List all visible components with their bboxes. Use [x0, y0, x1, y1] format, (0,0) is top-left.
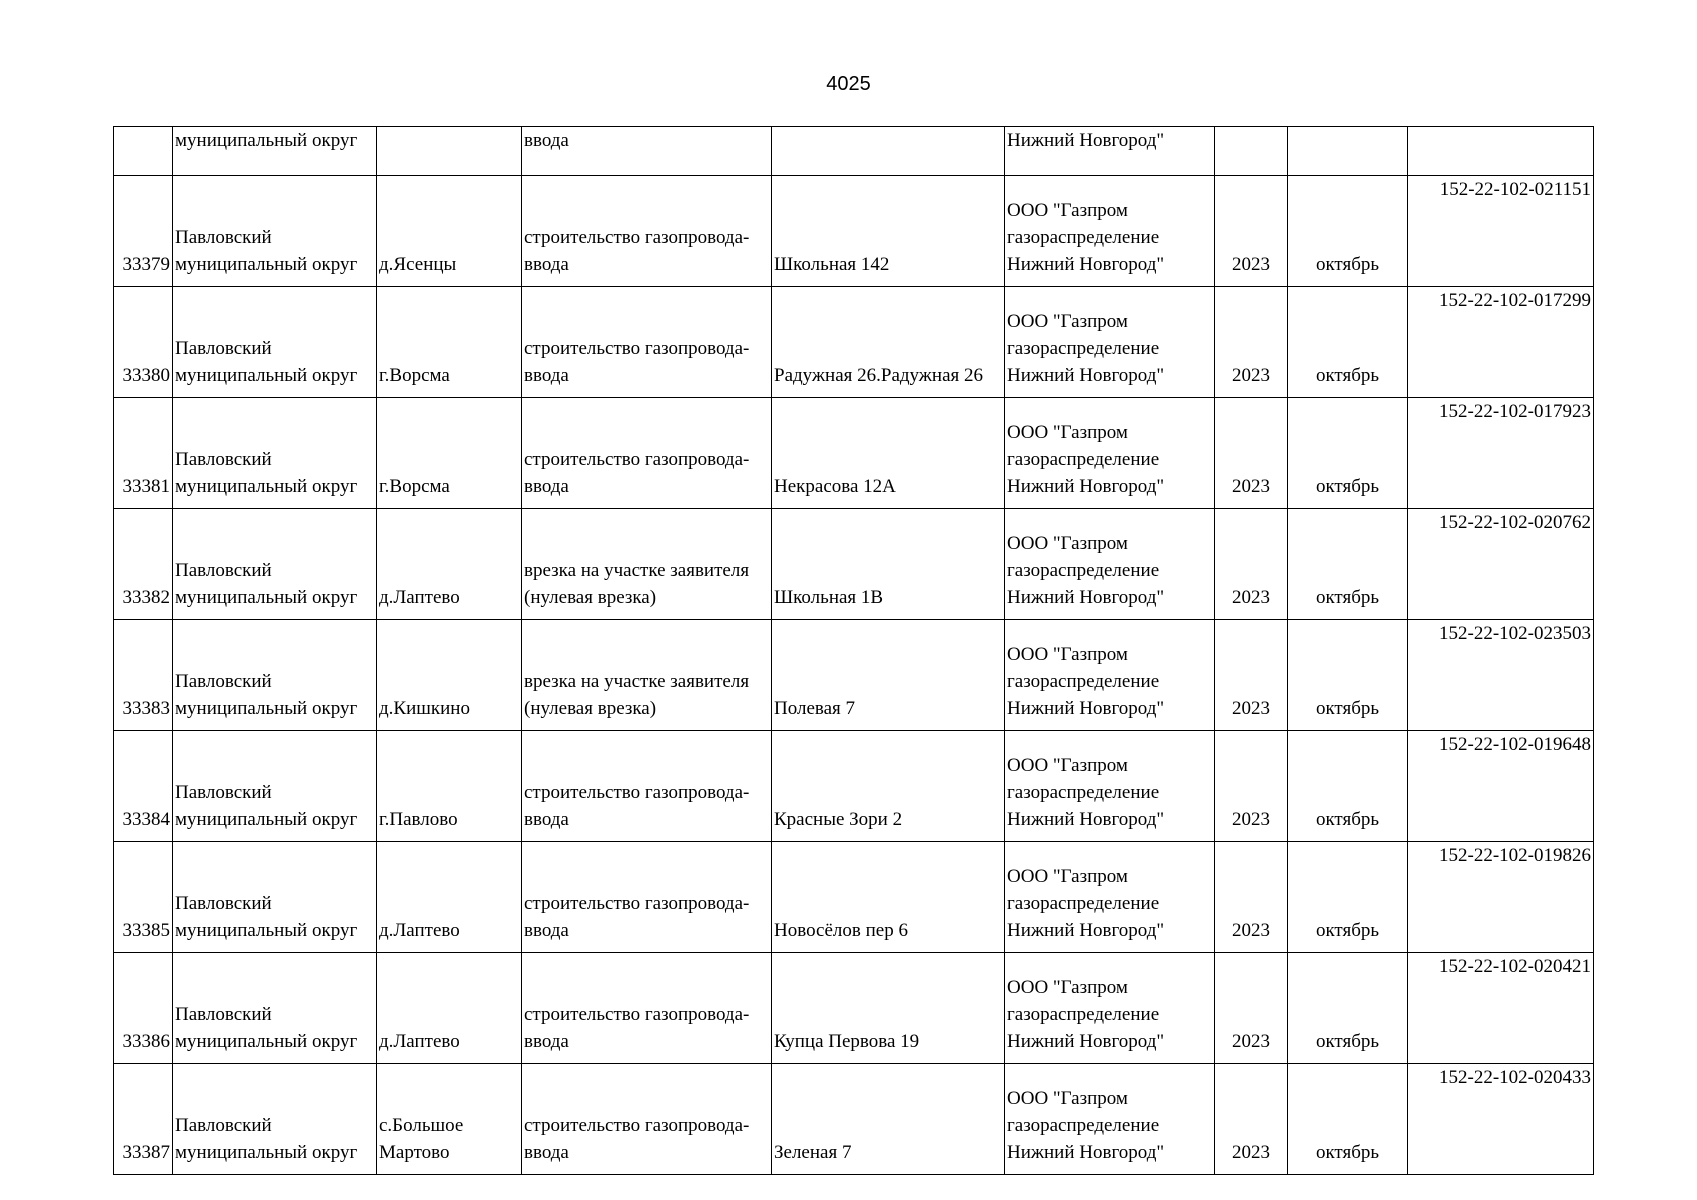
cell-year: 2023 [1215, 398, 1288, 509]
cell-settlement: с.Большое Мартово [377, 1064, 522, 1175]
cell-address: Зеленая 7 [772, 1064, 1005, 1175]
cell-settlement [377, 127, 522, 176]
cell-work-type: врезка на участке заявителя (нулевая врезка) [522, 620, 772, 731]
cell-district: Павловский муниципальный округ [173, 953, 377, 1064]
cell-address: Некрасова 12А [772, 398, 1005, 509]
cell-district: Павловский муниципальный округ [173, 731, 377, 842]
cell-code: 152-22-102-020421 [1408, 953, 1594, 1064]
cell-settlement: г.Павлово [377, 731, 522, 842]
cell-organization: ООО "Газпром газораспределение Нижний Новгород" [1005, 398, 1215, 509]
cell-district: Павловский муниципальный округ [173, 842, 377, 953]
cell-month: октябрь [1288, 398, 1408, 509]
cell-organization: ООО "Газпром газораспределение Нижний Новгород" [1005, 731, 1215, 842]
cell-code: 152-22-102-019648 [1408, 731, 1594, 842]
cell-year: 2023 [1215, 287, 1288, 398]
cell-work-type: врезка на участке заявителя (нулевая врезка) [522, 509, 772, 620]
cell-district: Павловский муниципальный округ [173, 509, 377, 620]
cell-year: 2023 [1215, 509, 1288, 620]
table-row [114, 287, 1594, 398]
cell-settlement: г.Ворсма [377, 287, 522, 398]
cell-settlement: д.Лаптево [377, 509, 522, 620]
cell-district: муниципальный округ [173, 127, 377, 176]
table-row [114, 398, 1594, 509]
cell-organization: ООО "Газпром газораспределение Нижний Новгород" [1005, 1064, 1215, 1175]
cell-code: 152-22-102-020433 [1408, 1064, 1594, 1175]
cell-code: 152-22-102-023503 [1408, 620, 1594, 731]
cell-month [1288, 127, 1408, 176]
cell-address: Школьная 142 [772, 176, 1005, 287]
cell-settlement: д.Лаптево [377, 842, 522, 953]
cell-month: октябрь [1288, 620, 1408, 731]
cell-address: Купца Первова 19 [772, 953, 1005, 1064]
cell-number: 33384 [114, 731, 173, 842]
table-row [114, 176, 1594, 287]
cell-work-type: строительство газопровода- ввода [522, 287, 772, 398]
cell-number: 33381 [114, 398, 173, 509]
cell-work-type: строительство газопровода- ввода [522, 953, 772, 1064]
cell-district: Павловский муниципальный округ [173, 620, 377, 731]
cell-code: 152-22-102-017923 [1408, 398, 1594, 509]
cell-code: 152-22-102-021151 [1408, 176, 1594, 287]
cell-district: Павловский муниципальный округ [173, 1064, 377, 1175]
cell-address: Новосёлов пер 6 [772, 842, 1005, 953]
register-table [113, 126, 1594, 1175]
cell-month: октябрь [1288, 842, 1408, 953]
cell-organization: ООО "Газпром газораспределение Нижний Новгород" [1005, 620, 1215, 731]
cell-address: Радужная 26.Радужная 26 [772, 287, 1005, 398]
cell-number: 33382 [114, 509, 173, 620]
cell-district: Павловский муниципальный округ [173, 398, 377, 509]
cell-organization: ООО "Газпром газораспределение Нижний Новгород" [1005, 287, 1215, 398]
cell-organization: Нижний Новгород" [1005, 127, 1215, 176]
cell-year: 2023 [1215, 842, 1288, 953]
cell-number: 33386 [114, 953, 173, 1064]
cell-work-type: строительство газопровода- ввода [522, 398, 772, 509]
cell-settlement: д.Кишкино [377, 620, 522, 731]
page-number: 4025 [826, 73, 871, 95]
cell-code: 152-22-102-019826 [1408, 842, 1594, 953]
cell-month: октябрь [1288, 509, 1408, 620]
cell-address [772, 127, 1005, 176]
cell-year: 2023 [1215, 176, 1288, 287]
cell-month: октябрь [1288, 1064, 1408, 1175]
cell-work-type: строительство газопровода- ввода [522, 176, 772, 287]
cell-number [114, 127, 173, 176]
table-row [114, 620, 1594, 731]
cell-number: 33387 [114, 1064, 173, 1175]
cell-month: октябрь [1288, 953, 1408, 1064]
cell-address: Школьная 1В [772, 509, 1005, 620]
cell-year: 2023 [1215, 1064, 1288, 1175]
cell-work-type: строительство газопровода- ввода [522, 842, 772, 953]
cell-code [1408, 127, 1594, 176]
table-row-continued [114, 127, 1594, 176]
table-row [114, 953, 1594, 1064]
table-row [114, 731, 1594, 842]
cell-year: 2023 [1215, 953, 1288, 1064]
cell-code: 152-22-102-017299 [1408, 287, 1594, 398]
cell-number: 33380 [114, 287, 173, 398]
cell-year: 2023 [1215, 620, 1288, 731]
cell-organization: ООО "Газпром газораспределение Нижний Новгород" [1005, 509, 1215, 620]
cell-address: Красные Зори 2 [772, 731, 1005, 842]
cell-year: 2023 [1215, 731, 1288, 842]
cell-number: 33379 [114, 176, 173, 287]
cell-settlement: д.Лаптево [377, 953, 522, 1064]
cell-work-type: ввода [522, 127, 772, 176]
cell-organization: ООО "Газпром газораспределение Нижний Новгород" [1005, 176, 1215, 287]
cell-district: Павловский муниципальный округ [173, 176, 377, 287]
cell-district: Павловский муниципальный округ [173, 287, 377, 398]
table-row [114, 842, 1594, 953]
cell-month: октябрь [1288, 731, 1408, 842]
table-row [114, 509, 1594, 620]
cell-address: Полевая 7 [772, 620, 1005, 731]
cell-organization: ООО "Газпром газораспределение Нижний Новгород" [1005, 842, 1215, 953]
cell-month: октябрь [1288, 176, 1408, 287]
cell-work-type: строительство газопровода- ввода [522, 731, 772, 842]
cell-month: октябрь [1288, 287, 1408, 398]
table-body [114, 127, 1594, 1175]
cell-organization: ООО "Газпром газораспределение Нижний Новгород" [1005, 953, 1215, 1064]
table-row [114, 1064, 1594, 1175]
cell-settlement: д.Ясенцы [377, 176, 522, 287]
cell-code: 152-22-102-020762 [1408, 509, 1594, 620]
cell-settlement: г.Ворсма [377, 398, 522, 509]
cell-number: 33383 [114, 620, 173, 731]
cell-year [1215, 127, 1288, 176]
cell-number: 33385 [114, 842, 173, 953]
cell-work-type: строительство газопровода- ввода [522, 1064, 772, 1175]
